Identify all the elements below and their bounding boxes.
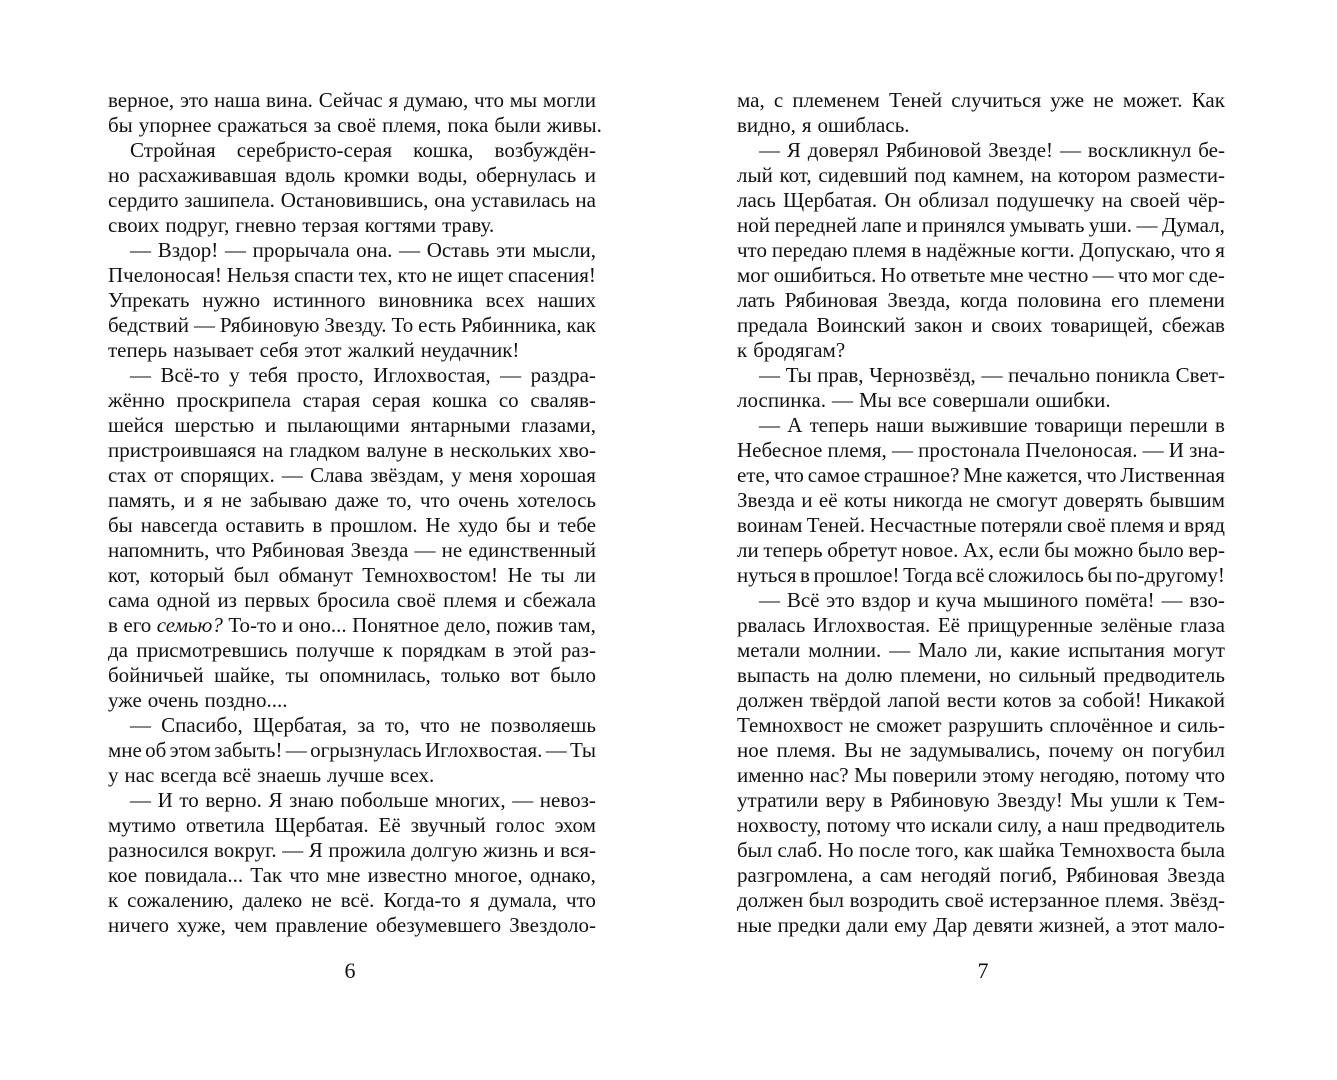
text-line: но расхаживавшая вдоль кромки воды, обернулась и bbox=[108, 163, 596, 187]
text-line: нохвосту, потому что искали силу, а наш предводитель bbox=[737, 813, 1225, 837]
text-line: должен был возродить своё истерзанное племя. Звёзд- bbox=[737, 888, 1225, 912]
text-line: лась Щербатая. Он облизал подушечку на своей чёр- bbox=[737, 188, 1225, 212]
left-page bbox=[108, 88, 602, 938]
text-line: верное, это наша вина. Сейчас я думаю, что мы могли bbox=[108, 88, 596, 112]
text-line: должен твёрдой лапой вести котов за собой! Никакой bbox=[737, 688, 1225, 712]
text-line: ете, что самое страшное? Мне кажется, что Лиственная bbox=[737, 463, 1225, 487]
text-line: стах от спорящих. — Слава звёздам, у меня хорошая bbox=[108, 463, 596, 487]
text-line: Темнохвост не сможет разрушить сплочённое и силь- bbox=[737, 713, 1225, 737]
text-line: сердито зашипела. Остановившись, она уставилась на bbox=[108, 188, 596, 212]
text-line: да присмотревшись получше к порядкам в этой раз- bbox=[108, 638, 596, 662]
text-line: метали молнии. — Мало ли, какие испытания могут bbox=[737, 638, 1225, 662]
text-line: видно, я ошиблась. bbox=[737, 113, 910, 137]
text-line: ной передней лапе и принялся умывать уши. — Думал, bbox=[737, 213, 1225, 237]
text-line: — А теперь наши выжившие товарищи перешли в bbox=[759, 413, 1225, 437]
text-line: кое повидала... Так что мне известно многое, однако, bbox=[108, 863, 596, 887]
text-line: пристроившаяся на гладком валуне в нескольких хво- bbox=[108, 438, 596, 462]
text-line: ное племя. Вы не задумывались, почему он погубил bbox=[737, 738, 1225, 762]
text-line: мутимо ответила Щербатая. Её звучный голос эхом bbox=[108, 813, 596, 837]
text-line: Звезда и её коты никогда не смогут доверять бывшим bbox=[737, 488, 1225, 512]
text-line: к бродягам? bbox=[737, 338, 846, 362]
text-line: кот, который был обманут Темнохвостом! Не ты ли bbox=[108, 563, 596, 587]
text-line: — Всё-то у тебя просто, Иглохвостая, — раздра- bbox=[130, 363, 596, 387]
text-line: именно нас? Мы поверили этому негодяю, потому что bbox=[737, 763, 1225, 787]
text-line: Упрекать нужно истинного виновника всех наших bbox=[108, 288, 596, 312]
text-line: выпасть на долю племени, но сильный предводитель bbox=[737, 663, 1225, 687]
text-line: воинам Теней. Несчастные потеряли своё племя и вряд bbox=[737, 513, 1225, 537]
text-line: нуться в прошлое! Тогда всё сложилось бы по-другому! bbox=[737, 563, 1225, 587]
right-page bbox=[737, 88, 1225, 938]
text-line: у нас всегда всё знаешь лучше всех. bbox=[108, 763, 435, 787]
text-line: своих подруг, гневно терзая когтями траву. bbox=[108, 213, 495, 237]
text-line: — Всё это вздор и куча мышиного помёта! — взо- bbox=[759, 588, 1225, 612]
text-line: к сожалению, далеко не всё. Когда-то я думала, что bbox=[108, 888, 596, 912]
text-line: — Спасибо, Щербатая, за то, что не позволяешь bbox=[130, 713, 596, 737]
text-line: мне об этом забыть! — огрызнулась Иглохвостая. — Ты bbox=[108, 738, 596, 762]
text-line: утратили веру в Рябиновую Звезду! Мы ушли к Тем- bbox=[737, 788, 1225, 812]
text-line: — Я доверял Рябиновой Звезде! — воскликнул бе- bbox=[759, 138, 1225, 162]
text-line: бедствий — Рябиновую Звезду. То есть Рябинника, как bbox=[108, 313, 596, 337]
left-page-number: 6 bbox=[344, 958, 356, 983]
text-line: ные предки дали ему Дар девяти жизней, а этот мало- bbox=[737, 913, 1225, 937]
text-line: ма, с племенем Теней случиться уже не может. Как bbox=[737, 88, 1225, 112]
text-line: бы упорнее сражаться за своё племя, пока были живы. bbox=[108, 113, 602, 137]
text-line: шейся шерстью и пылающими янтарными глазами, bbox=[108, 413, 596, 437]
text-line: напомнить, что Рябиновая Звезда — не единственный bbox=[108, 538, 596, 562]
text-line: — Вздор! — прорычала она. — Оставь эти мысли, bbox=[130, 238, 596, 262]
text-line: в его семью? То-то и оно... Понятное дело, пожив там, bbox=[108, 613, 596, 637]
text-line: рвалась Иглохвостая. Её прищуренные зелёные глаза bbox=[737, 613, 1225, 637]
text-line: жённо проскрипела старая серая кошка со сваляв- bbox=[108, 388, 596, 412]
text-line: уже очень поздно.... bbox=[108, 688, 288, 712]
text-line: память, и я не забываю даже то, что очень хотелось bbox=[108, 488, 596, 512]
text-line: был слаб. Но после того, как шайка Темнохвоста была bbox=[737, 838, 1225, 862]
text-line: — И то верно. Я знаю побольше многих, — невоз- bbox=[130, 788, 596, 812]
text-line: бойничьей шайке, ты опомнилась, только вот было bbox=[108, 663, 596, 687]
text-line: мог ошибиться. Но ответьте мне честно — что мог сде- bbox=[737, 263, 1225, 287]
text-line: сама одной из первых бросила своё племя и сбежала bbox=[108, 588, 596, 612]
text-line: лый кот, сидевший под камнем, на котором размести- bbox=[737, 163, 1225, 187]
text-line: — Ты прав, Чернозвёзд, — печально поникла Свет- bbox=[759, 363, 1225, 387]
text-line: ли теперь обретут новое. Ах, если бы можно было вер- bbox=[737, 538, 1225, 562]
text-line: бы навсегда оставить в прошлом. Не худо бы и тебе bbox=[108, 513, 596, 537]
text-line: Стройная серебристо-серая кошка, возбуждён- bbox=[130, 138, 596, 162]
text-line: разгромлена, а сам негодяй погиб, Рябиновая Звезда bbox=[737, 863, 1225, 887]
text-line: лать Рябиновая Звезда, когда половина его племени bbox=[737, 288, 1225, 312]
right-page-number: 7 bbox=[977, 958, 989, 983]
text-line: что передаю племя в надёжные когти. Допускаю, что я bbox=[737, 238, 1225, 262]
text-line: Пчелоносая! Нельзя спасти тех, кто не ищет спасения! bbox=[108, 263, 596, 287]
text-line: теперь называет себя этот жалкий неудачник! bbox=[108, 338, 520, 362]
text-line: разносился вокруг. — Я прожила долгую жизнь и вся- bbox=[108, 838, 596, 862]
text-line: предала Воинский закон и своих товарищей, сбежав bbox=[737, 313, 1225, 337]
text-line: Небесное племя, — простонала Пчелоносая. — И зна- bbox=[737, 438, 1225, 462]
text-line: лоспинка. — Мы все совершали ошибки. bbox=[737, 388, 1111, 412]
text-line: ничего хуже, чем правление обезумевшего Звездоло- bbox=[108, 913, 596, 937]
